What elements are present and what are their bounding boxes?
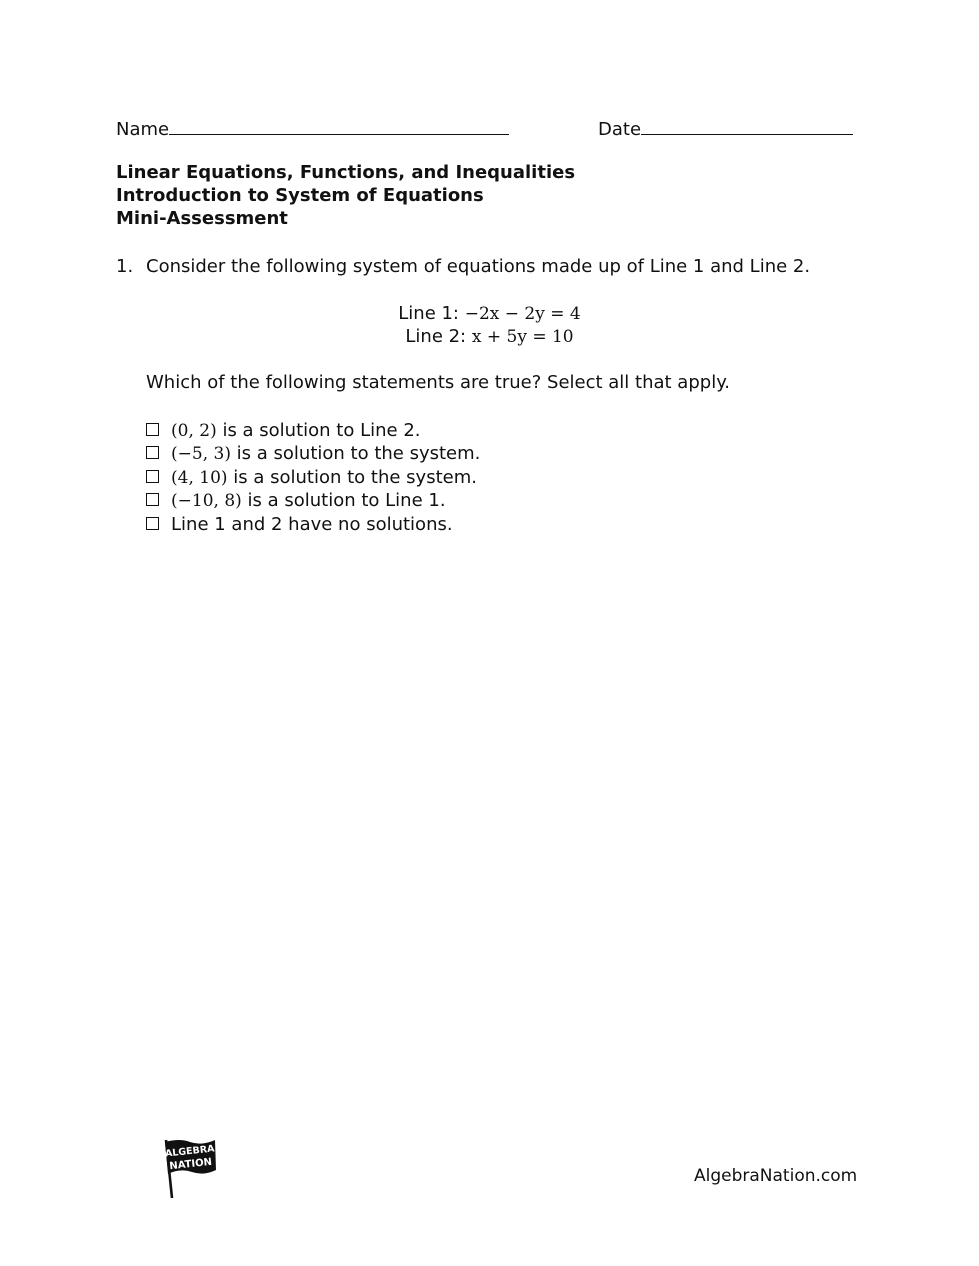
checkbox-icon[interactable]	[146, 423, 159, 436]
equation-line1	[0, 302, 979, 326]
algebra-nation-logo-icon	[160, 1136, 220, 1202]
question-number: 1.	[116, 256, 134, 277]
option-text: is a solution to Line 1.	[241, 490, 446, 511]
option-3[interactable]	[146, 466, 477, 490]
option-math: (−5, 3)	[171, 444, 231, 464]
option-1[interactable]	[146, 419, 421, 443]
option-math: (0, 2)	[171, 421, 217, 441]
name-blank[interactable]	[169, 118, 509, 135]
checkbox-icon[interactable]	[146, 470, 159, 483]
option-math: (4, 10)	[171, 468, 228, 488]
name-field	[116, 118, 509, 141]
option-5[interactable]	[146, 513, 453, 536]
footer-website[interactable]: AlgebraNation.com	[694, 1166, 858, 1186]
checkbox-icon[interactable]	[146, 446, 159, 459]
name-label: Name	[116, 119, 170, 140]
line1-equation: −2x − 2y = 4	[464, 304, 581, 324]
checkbox-icon[interactable]	[146, 517, 159, 530]
equation-line2	[0, 325, 979, 349]
date-label: Date	[598, 119, 642, 140]
title-topic: Introduction to System of Equations	[116, 185, 484, 206]
title-block	[116, 161, 575, 230]
date-blank[interactable]	[641, 118, 853, 135]
option-text: is a solution to Line 2.	[216, 420, 421, 441]
question-instruction: Which of the following statements are true? Select all that apply.	[146, 372, 730, 393]
option-text: Line 1 and 2 have no solutions.	[171, 514, 453, 535]
checkbox-icon[interactable]	[146, 493, 159, 506]
option-4[interactable]	[146, 489, 446, 513]
option-2[interactable]	[146, 442, 480, 466]
option-text: is a solution to the system.	[227, 467, 477, 488]
title-assessment: Mini-Assessment	[116, 208, 288, 229]
line1-label: Line 1:	[398, 303, 465, 324]
date-field	[598, 118, 853, 141]
question-prompt: Consider the following system of equations made up of Line 1 and Line 2.	[146, 256, 811, 277]
title-unit: Linear Equations, Functions, and Inequalities	[116, 162, 576, 183]
svg-text:NATION: NATION	[168, 1156, 213, 1173]
option-text: is a solution to the system.	[230, 443, 481, 464]
svg-text:ALGEBRA: ALGEBRA	[164, 1143, 215, 1160]
line2-label: Line 2:	[405, 326, 472, 347]
line2-equation: x + 5y = 10	[471, 327, 574, 347]
option-math: (−10, 8)	[171, 491, 242, 511]
